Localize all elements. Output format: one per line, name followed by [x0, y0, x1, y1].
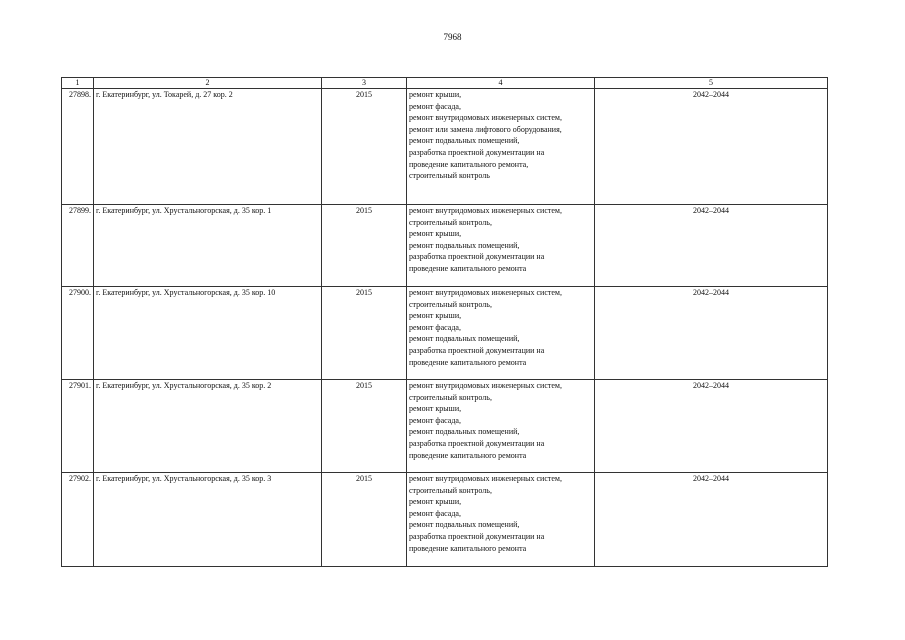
table-row [62, 205, 828, 287]
work-item: разработка проектной документации на [409, 252, 545, 262]
header-row [62, 78, 828, 89]
work-item: ремонт фасада, [409, 508, 461, 518]
table-row [62, 287, 828, 380]
table-row [62, 89, 828, 205]
row-number: 27899. [62, 205, 94, 287]
work-item: ремонт подвальных помещений, [409, 136, 520, 146]
period-cell: 2042–2044 [595, 89, 828, 205]
work-item: разработка проектной документации на [409, 438, 545, 448]
work-item: ремонт крыши, [409, 497, 462, 507]
row-number: 27902. [62, 473, 94, 567]
works-cell [407, 287, 595, 380]
table-row [62, 473, 828, 567]
address-cell: г. Екатеринбург, ул. Хрустальногорская, д. 35 кор. 2 [94, 380, 322, 473]
address-cell: г. Екатеринбург, ул. Хрустальногорская, д. 35 кор. 1 [94, 205, 322, 287]
work-item: ремонт внутридомовых инженерных систем, [409, 206, 562, 215]
work-item: ремонт внутридомовых инженерных систем, [409, 381, 562, 390]
work-item: проведение капитального ремонта, [409, 159, 529, 169]
work-item: ремонт или замена лифтового оборудования, [409, 124, 562, 134]
work-item: ремонт подвальных помещений, [409, 240, 520, 250]
work-item: ремонт крыши, [409, 311, 462, 321]
work-item: разработка проектной документации на [409, 345, 545, 355]
work-item: ремонт внутридомовых инженерных систем, [409, 474, 562, 483]
column-header-3: 3 [322, 78, 407, 89]
work-item: ремонт фасада, [409, 101, 461, 111]
address-cell: г. Екатеринбург, ул. Хрустальногорская, д. 35 кор. 3 [94, 473, 322, 567]
year-cell: 2015 [322, 287, 407, 380]
address-cell: г. Екатеринбург, ул. Токарей, д. 27 кор. 2 [94, 89, 322, 205]
work-item: ремонт фасада, [409, 322, 461, 332]
works-cell [407, 473, 595, 567]
work-item: ремонт внутридомовых инженерных систем, [409, 113, 562, 123]
work-item: ремонт крыши, [409, 404, 462, 414]
work-item: строительный контроль, [409, 217, 492, 227]
column-header-5: 5 [595, 78, 828, 89]
works-cell [407, 89, 595, 205]
work-item: ремонт крыши, [409, 90, 462, 99]
column-header-1: 1 [62, 78, 94, 89]
year-cell: 2015 [322, 205, 407, 287]
works-cell [407, 205, 595, 287]
year-cell: 2015 [322, 473, 407, 567]
work-item: проведение капитального ремонта [409, 543, 527, 553]
period-cell: 2042–2044 [595, 205, 828, 287]
row-number: 27901. [62, 380, 94, 473]
work-item: строительный контроль, [409, 485, 492, 495]
works-cell [407, 380, 595, 473]
work-item: строительный контроль [409, 171, 490, 181]
work-item: ремонт внутридомовых инженерных систем, [409, 288, 562, 297]
year-cell: 2015 [322, 380, 407, 473]
year-cell: 2015 [322, 89, 407, 205]
address-cell: г. Екатеринбург, ул. Хрустальногорская, д. 35 кор. 10 [94, 287, 322, 380]
work-item: строительный контроль, [409, 392, 492, 402]
work-item: ремонт крыши, [409, 229, 462, 239]
period-cell: 2042–2044 [595, 287, 828, 380]
work-item: ремонт фасада, [409, 415, 461, 425]
work-item: разработка проектной документации на [409, 531, 545, 541]
work-item: ремонт подвальных помещений, [409, 427, 520, 437]
period-cell: 2042–2044 [595, 473, 828, 567]
page-number: 7968 [443, 32, 462, 42]
work-item: строительный контроль, [409, 299, 492, 309]
table-row [62, 380, 828, 473]
row-number: 27898. [62, 89, 94, 205]
work-item: ремонт подвальных помещений, [409, 520, 520, 530]
work-item: разработка проектной документации на [409, 147, 545, 157]
period-cell: 2042–2044 [595, 380, 828, 473]
work-item: проведение капитального ремонта [409, 263, 527, 273]
work-item: ремонт подвальных помещений, [409, 334, 520, 344]
registry-table [61, 77, 828, 567]
work-item: проведение капитального ремонта [409, 357, 527, 367]
column-header-4: 4 [407, 78, 595, 89]
work-item: проведение капитального ремонта [409, 450, 527, 460]
row-number: 27900. [62, 287, 94, 380]
column-header-2: 2 [94, 78, 322, 89]
